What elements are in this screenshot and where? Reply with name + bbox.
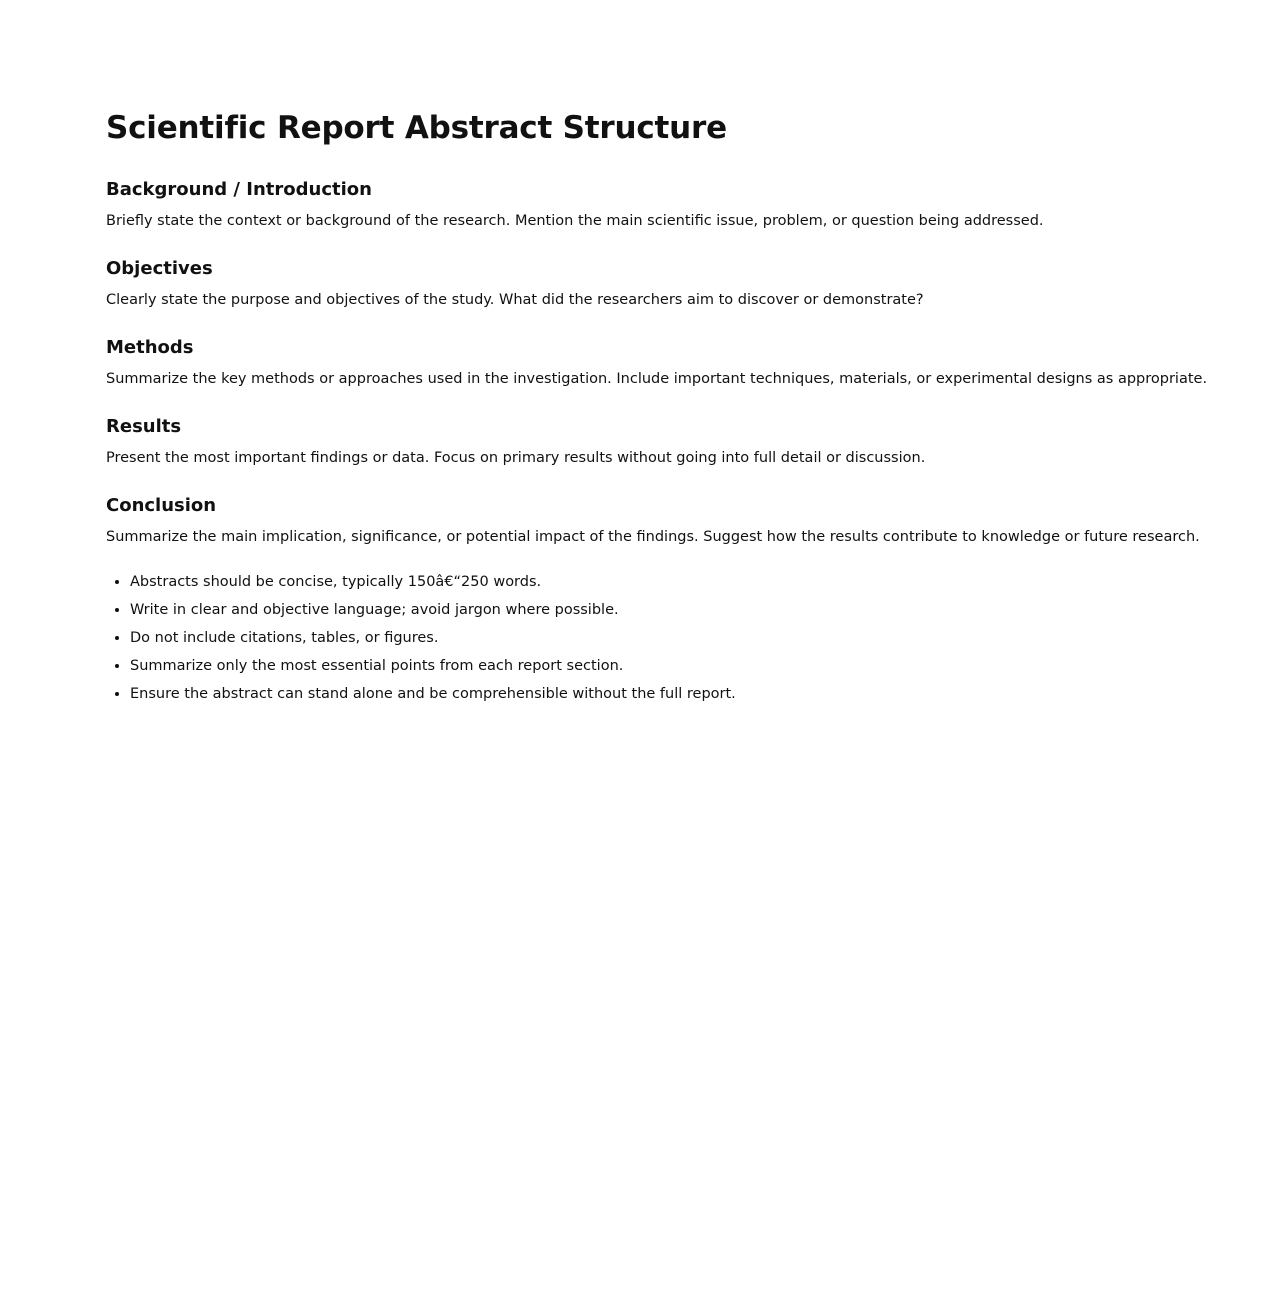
section-heading: Results xyxy=(106,416,182,437)
section-body: Briefly state the context or background of the research. Mention the main scientific issue, problem, or question being addressed. xyxy=(106,213,1044,229)
tips-list xyxy=(106,568,1256,708)
section-heading: Objectives xyxy=(106,258,213,279)
page-title: Scientific Report Abstract Structure xyxy=(106,110,727,146)
section-body: Summarize the main implication, significance, or potential impact of the findings. Suggest how the results contribute to knowledge or future research. xyxy=(106,529,1200,545)
list-item: • Summarize only the most essential points from each report section. xyxy=(130,652,1256,680)
section-results xyxy=(106,415,1256,469)
list-item: • Ensure the abstract can stand alone and be comprehensible without the full report. xyxy=(130,680,1256,708)
section-background xyxy=(106,178,1256,232)
section-conclusion xyxy=(106,494,1256,548)
section-objectives xyxy=(106,257,1256,311)
section-methods xyxy=(106,336,1256,390)
section-heading: Background / Introduction xyxy=(106,179,372,200)
section-heading: Conclusion xyxy=(106,495,217,516)
section-heading: Methods xyxy=(106,337,194,358)
section-body: Present the most important findings or data. Focus on primary results without going into full detail or discussion. xyxy=(106,450,926,466)
list-item: • Write in clear and objective language; avoid jargon where possible. xyxy=(130,596,1256,624)
section-body: Clearly state the purpose and objectives of the study. What did the researchers aim to discover or demonstrate? xyxy=(106,292,924,308)
section-body: Summarize the key methods or approaches used in the investigation. Include important techniques, materials, or experimental designs as appropriate. xyxy=(106,371,1208,387)
list-item: • Abstracts should be concise, typically 150â€“250 words. xyxy=(130,568,1256,596)
list-item: • Do not include citations, tables, or figures. xyxy=(130,624,1256,652)
